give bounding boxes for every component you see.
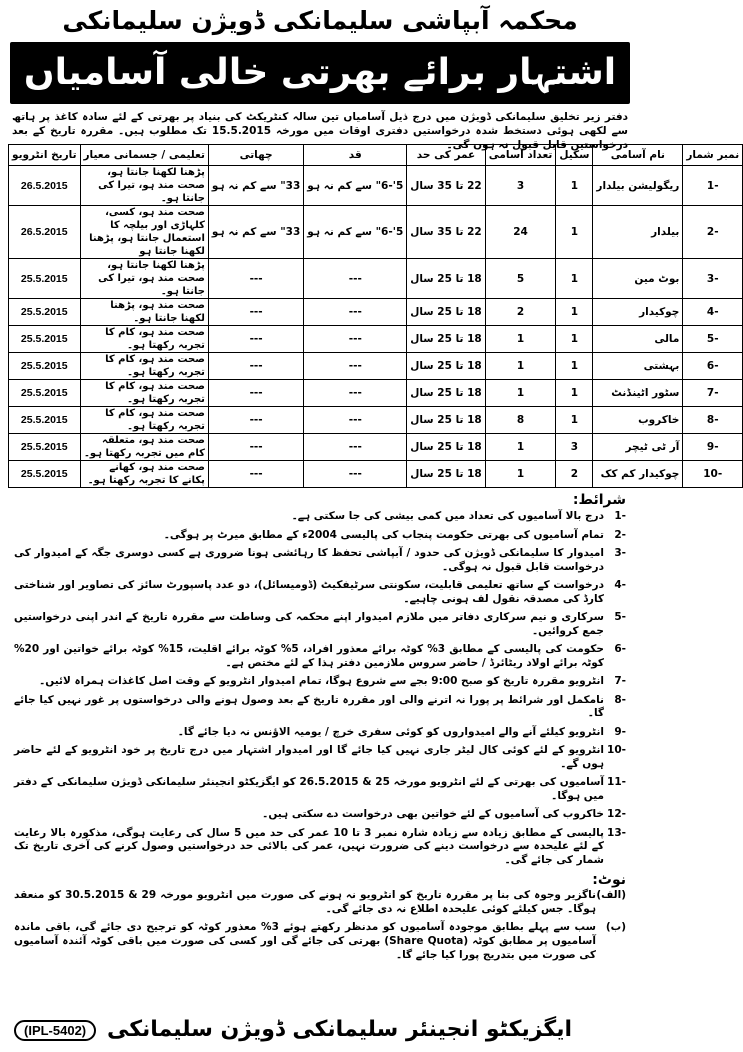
scale-cell: 1 — [556, 326, 593, 353]
criteria-cell: صحت مند ہو، پڑھنا لکھنا جانتا ہو۔ — [80, 299, 208, 326]
age-cell: 18 تا 25 سال — [407, 461, 486, 488]
condition-item — [14, 776, 626, 803]
condition-item — [14, 744, 626, 771]
condition-number: -8 — [614, 693, 626, 706]
serial-cell: -4 — [683, 299, 743, 326]
condition-text: انٹرویو کیلئے آنے والے امیدواروں کو کوئی سفری خرچ / یومیہ الاؤنس نہ دیا جائے گا۔ — [177, 725, 604, 738]
scale-cell: 3 — [556, 434, 593, 461]
col-height: قد — [304, 145, 407, 166]
col-criteria: تعلیمی / جسمانی معیار — [80, 145, 208, 166]
table-row — [9, 461, 743, 488]
condition-text: پالیسی کے مطابق زیادہ سے زیادہ شارہ نمبر 3 تا 10 عمر کی حد میں 5 سال کی رعایت ہوگی، مذکورہ بالا رعایت کے لئے علیحدہ سے درخواست دینے کی ضرورت نہیں، عمر کی بالائی حد درخواستیں وصول کرنے کی آخری تاریخ تک شمار کی جائے گی۔ — [14, 826, 604, 866]
department-title: محکمہ آبپاشی سلیمانکی ڈویژن سلیمانکی — [62, 6, 578, 35]
interview-date-cell: 25.5.2015 — [9, 326, 81, 353]
table-row — [9, 353, 743, 380]
scale-cell: 1 — [556, 259, 593, 299]
ipl-code: (IPL-5402) — [14, 1020, 96, 1041]
col-chest: چھاتی — [208, 145, 303, 166]
conditions-heading: شرائط: — [572, 492, 626, 508]
serial-cell: -10 — [683, 461, 743, 488]
table-row — [9, 434, 743, 461]
chest-cell: --- — [208, 380, 303, 407]
serial-cell: -9 — [683, 434, 743, 461]
criteria-cell: صحت مند ہو، کام کا تجربہ رکھتا ہو۔ — [80, 353, 208, 380]
interview-date-cell: 25.5.2015 — [9, 434, 81, 461]
condition-number: -3 — [614, 547, 626, 559]
col-post: نام آسامی — [593, 145, 683, 166]
post-cell: مالی — [593, 326, 683, 353]
height-cell: --- — [304, 434, 407, 461]
height-cell: --- — [304, 407, 407, 434]
col-count: تعداد آسامی — [485, 145, 556, 166]
post-cell: بہشتی — [593, 353, 683, 380]
age-cell: 22 تا 35 سال — [407, 166, 486, 206]
col-interview-date: تاریخ انٹرویو — [9, 145, 81, 166]
condition-item — [14, 579, 626, 606]
condition-item — [14, 510, 626, 524]
intro-paragraph: دفتر زیر تخلیق سلیمانکی ڈویژن میں درج ذیل آسامیاں تین سالہ کنٹریکٹ کی بنیاد پر بھرتی کے لئے سادہ کاغذ پر ہاتھ سے لکھی ہوئی دستخط شدہ درخواستیں دفتری اوقات میں مورخہ 15.5.2015 تک مطلوب ہیں۔ مقررہ تاریخ کے بعد درخواستیں قابل قبول نہ ہوں گی۔ — [12, 111, 628, 151]
chest-cell: --- — [208, 259, 303, 299]
interview-date-cell: 26.5.2015 — [9, 206, 81, 259]
count-cell: 1 — [485, 353, 556, 380]
signature-line: ایگزیکٹو انجینئر سلیمانکی ڈویژن سلیمانکی — [106, 1017, 572, 1042]
condition-number: -9 — [614, 725, 626, 738]
post-cell: بیلدار — [593, 206, 683, 259]
condition-item — [14, 547, 626, 574]
post-cell: سٹور اٹینڈنٹ — [593, 380, 683, 407]
criteria-cell: پڑھنا لکھنا جانتا ہو، صحت مند ہو، تیرا کی جانتا ہو۔ — [80, 259, 208, 299]
chest-cell: 33" سے کم نہ ہو — [208, 166, 303, 206]
condition-number: -4 — [614, 579, 626, 591]
post-cell: چوکیدار کم کک — [593, 461, 683, 488]
age-cell: 22 تا 35 سال — [407, 206, 486, 259]
note-text: ناگزیر وجوہ کی بنا پر مقررہ تاریخ کو انٹرویو نہ ہونے کی صورت میں انٹرویو مورخہ 29 & 30.5.2015 کو منعقد ہوگا۔ جس کیلئے کوئی علیحدہ اطلاع نہ دی جائے گی۔ — [14, 889, 597, 915]
note-item — [8, 888, 632, 916]
condition-number: -5 — [614, 611, 626, 623]
condition-item — [14, 694, 626, 721]
chest-cell: 33" سے کم نہ ہو — [208, 206, 303, 259]
criteria-cell: صحت مند ہو، کام کا تجربہ رکھتا ہو۔ — [80, 380, 208, 407]
condition-text: درج بالا آسامیوں کی تعداد میں کمی بیشی کی جا سکتی ہے۔ — [291, 510, 604, 522]
interview-date-cell: 25.5.2015 — [9, 299, 81, 326]
serial-cell: -6 — [683, 353, 743, 380]
scale-cell: 2 — [556, 461, 593, 488]
table-row — [9, 166, 743, 206]
serial-cell: -2 — [683, 206, 743, 259]
chest-cell: --- — [208, 299, 303, 326]
table-row — [9, 380, 743, 407]
post-cell: آر ٹی ٹیچر — [593, 434, 683, 461]
count-cell: 8 — [485, 407, 556, 434]
serial-cell: -8 — [683, 407, 743, 434]
count-cell: 5 — [485, 259, 556, 299]
height-cell: --- — [304, 326, 407, 353]
col-age: عمر کی حد — [407, 145, 486, 166]
scale-cell: 1 — [556, 166, 593, 206]
criteria-cell: پڑھنا لکھنا جانتا ہو، صحت مند ہو، تیرا کی جانتا ہو۔ — [80, 166, 208, 206]
condition-number: -13 — [607, 826, 626, 839]
serial-cell: -7 — [683, 380, 743, 407]
scale-cell: 1 — [556, 380, 593, 407]
condition-text: سرکاری و نیم سرکاری دفاتر میں ملازم امیدوار اپنے محکمہ کی وساطت سے مقررہ تاریخ کے اندر اپنی درخواستیں جمع کروائیں۔ — [14, 611, 604, 637]
scale-cell: 1 — [556, 299, 593, 326]
age-cell: 18 تا 25 سال — [407, 434, 486, 461]
table-row — [9, 259, 743, 299]
chest-cell: --- — [208, 353, 303, 380]
condition-text: خاکروب کی آسامیوں کے لئے خواتین بھی درخواست دے سکتی ہیں۔ — [262, 808, 604, 820]
criteria-cell: صحت مند ہو، کام کا تجربہ رکھتا ہو۔ — [80, 326, 208, 353]
condition-item — [14, 808, 626, 822]
chest-cell: --- — [208, 434, 303, 461]
interview-date-cell: 25.5.2015 — [9, 407, 81, 434]
condition-text: انٹرویو کے لئے کوئی کال لیٹر جاری نہیں کیا جائے گا اور امیدوار اشتہار میں درج تاریخ پر خود انٹرویو کے لئے حاضر ہوں گے۔ — [14, 744, 604, 770]
interview-date-cell: 25.5.2015 — [9, 461, 81, 488]
condition-text: امیدوار کا سلیمانکی ڈویژن کی حدود / آبپاشی تحفظ کا رہائشی ہونا ضروری ہے کسی دوسری جگہ کے امیدوار کی درخواست قابل قبول نہ ہوگی۔ — [14, 547, 604, 573]
condition-number: -11 — [607, 776, 626, 788]
condition-item — [14, 675, 626, 689]
height-cell: 5'-6" سے کم نہ ہو — [304, 206, 407, 259]
count-cell: 1 — [485, 326, 556, 353]
interview-date-cell: 25.5.2015 — [9, 259, 81, 299]
age-cell: 18 تا 25 سال — [407, 407, 486, 434]
condition-item — [14, 611, 626, 638]
post-cell: ریگولیشن بیلدار — [593, 166, 683, 206]
condition-item — [14, 529, 626, 543]
count-cell: 1 — [485, 461, 556, 488]
age-cell: 18 تا 25 سال — [407, 299, 486, 326]
interview-date-cell: 25.5.2015 — [9, 353, 81, 380]
age-cell: 18 تا 25 سال — [407, 380, 486, 407]
vacancies-table — [8, 144, 743, 488]
post-cell: چوکیدار — [593, 299, 683, 326]
chest-cell: --- — [208, 407, 303, 434]
chest-cell: --- — [208, 326, 303, 353]
height-cell: --- — [304, 259, 407, 299]
criteria-cell: صحت مند ہو، کسی، کلہاڑی اور بیلچہ کا استعمال جانتا ہو، پڑھنا لکھنا جانتا ہو — [80, 206, 208, 259]
conditions-list — [8, 510, 632, 867]
condition-number: -1 — [614, 510, 626, 522]
condition-text: درخواست کے ساتھ تعلیمی قابلیت، سکونتی سرٹیفکیٹ (ڈومیسائل)، دو عدد پاسپورٹ سائز کی تصاویر اور شناختی کارڈ کی مصدقہ نقول لف ہونی چاہیے۔ — [14, 579, 604, 605]
condition-number: -10 — [607, 744, 626, 756]
condition-text: حکومت کی پالیسی کے مطابق 3% کوٹہ برائے معذور افراد، 5% کوٹہ برائے اقلیت، 15% کوٹہ برائے خواتین اور 20% کوٹہ برائے اولاد ریٹائرڈ / حاضر سروس ملازمین دفتر ہذا کے لئے مختص ہے۔ — [14, 643, 604, 669]
condition-item — [14, 827, 626, 868]
post-cell: خاکروب — [593, 407, 683, 434]
post-cell: بوٹ مین — [593, 259, 683, 299]
condition-text: انٹرویو مقررہ تاریخ کو صبح 9:00 بجے سے شروع ہوگا، تمام امیدوار انٹرویو کے وقت اصل کاغذات ہمراہ لائیں۔ — [39, 675, 604, 687]
table-row — [9, 407, 743, 434]
age-cell: 18 تا 25 سال — [407, 259, 486, 299]
serial-cell: -1 — [683, 166, 743, 206]
criteria-cell: صحت مند ہو، کھانے پکانے کا تجربہ رکھتا ہو۔ — [80, 461, 208, 488]
height-cell: --- — [304, 461, 407, 488]
chest-cell: --- — [208, 461, 303, 488]
notes-list — [8, 888, 632, 962]
col-scale: سکیل — [556, 145, 593, 166]
height-cell: --- — [304, 299, 407, 326]
condition-number: -7 — [614, 675, 626, 687]
condition-item — [14, 643, 626, 670]
note-item — [8, 920, 632, 962]
interview-date-cell: 25.5.2015 — [9, 380, 81, 407]
count-cell: 3 — [485, 166, 556, 206]
condition-text: آسامیوں کی بھرتی کے لئے انٹرویو مورخہ 25 & 26.5.2015 کو ایگزیکٹو انجینئر سلیمانکی ڈویژن سلیمانکی کے دفتر میں ہوگا۔ — [14, 776, 605, 802]
recruitment-banner: اشتہار برائے بھرتی خالی آسامیاں — [10, 42, 630, 104]
interview-date-cell: 26.5.2015 — [9, 166, 81, 206]
condition-number: -12 — [607, 808, 626, 820]
footer — [8, 1014, 632, 1048]
table-header-row — [9, 145, 743, 166]
criteria-cell: صحت مند ہو، کام کا تجربہ رکھتا ہو۔ — [80, 407, 208, 434]
criteria-cell: صحت مند ہو، متعلقہ کام میں تجربہ رکھتا ہو۔ — [80, 434, 208, 461]
condition-number: -6 — [614, 643, 626, 655]
scale-cell: 1 — [556, 407, 593, 434]
note-text: سب سے پہلے بطابق موجودہ آسامیوں کو مدنظر رکھتے ہوئے 3% معذور کوٹہ کو ترجیح دی جائے گی، باقی ماندہ آسامیوں پر مطابق کوٹہ (Share Quota) بھرتی کی جائے گی اور کسی کی صورت میں باقی کوٹہ آئندہ آسامیوں کی صورت میں بتدریج پورا کیا جائے گا۔ — [14, 921, 596, 961]
serial-cell: -3 — [683, 259, 743, 299]
scale-cell: 1 — [556, 206, 593, 259]
count-cell: 1 — [485, 380, 556, 407]
height-cell: 5'-6" سے کم نہ ہو — [304, 166, 407, 206]
count-cell: 1 — [485, 434, 556, 461]
condition-item — [14, 726, 626, 740]
table-row — [9, 299, 743, 326]
table-row — [9, 206, 743, 259]
serial-cell: -5 — [683, 326, 743, 353]
condition-text: تمام آسامیوں کی بھرتی حکومت پنجاب کی پالیسی 2004ء کے مطابق میرٹ پر ہوگی۔ — [163, 528, 604, 541]
note-heading: نوٹ: — [592, 872, 626, 888]
note-label: (الف) — [596, 889, 626, 901]
table-row — [9, 326, 743, 353]
age-cell: 18 تا 25 سال — [407, 353, 486, 380]
condition-number: -2 — [614, 528, 626, 541]
scale-cell: 1 — [556, 353, 593, 380]
count-cell: 24 — [485, 206, 556, 259]
count-cell: 2 — [485, 299, 556, 326]
height-cell: --- — [304, 380, 407, 407]
height-cell: --- — [304, 353, 407, 380]
condition-text: نامکمل اور شرائط پر پورا نہ اترنے والی اور مقررہ تاریخ کے بعد وصول ہونے والی درخواستوں پر غور نہیں کیا جائے گا۔ — [14, 693, 604, 719]
col-serial: نمبر شمار — [683, 145, 743, 166]
age-cell: 18 تا 25 سال — [407, 326, 486, 353]
note-label: (ب) — [605, 921, 626, 933]
